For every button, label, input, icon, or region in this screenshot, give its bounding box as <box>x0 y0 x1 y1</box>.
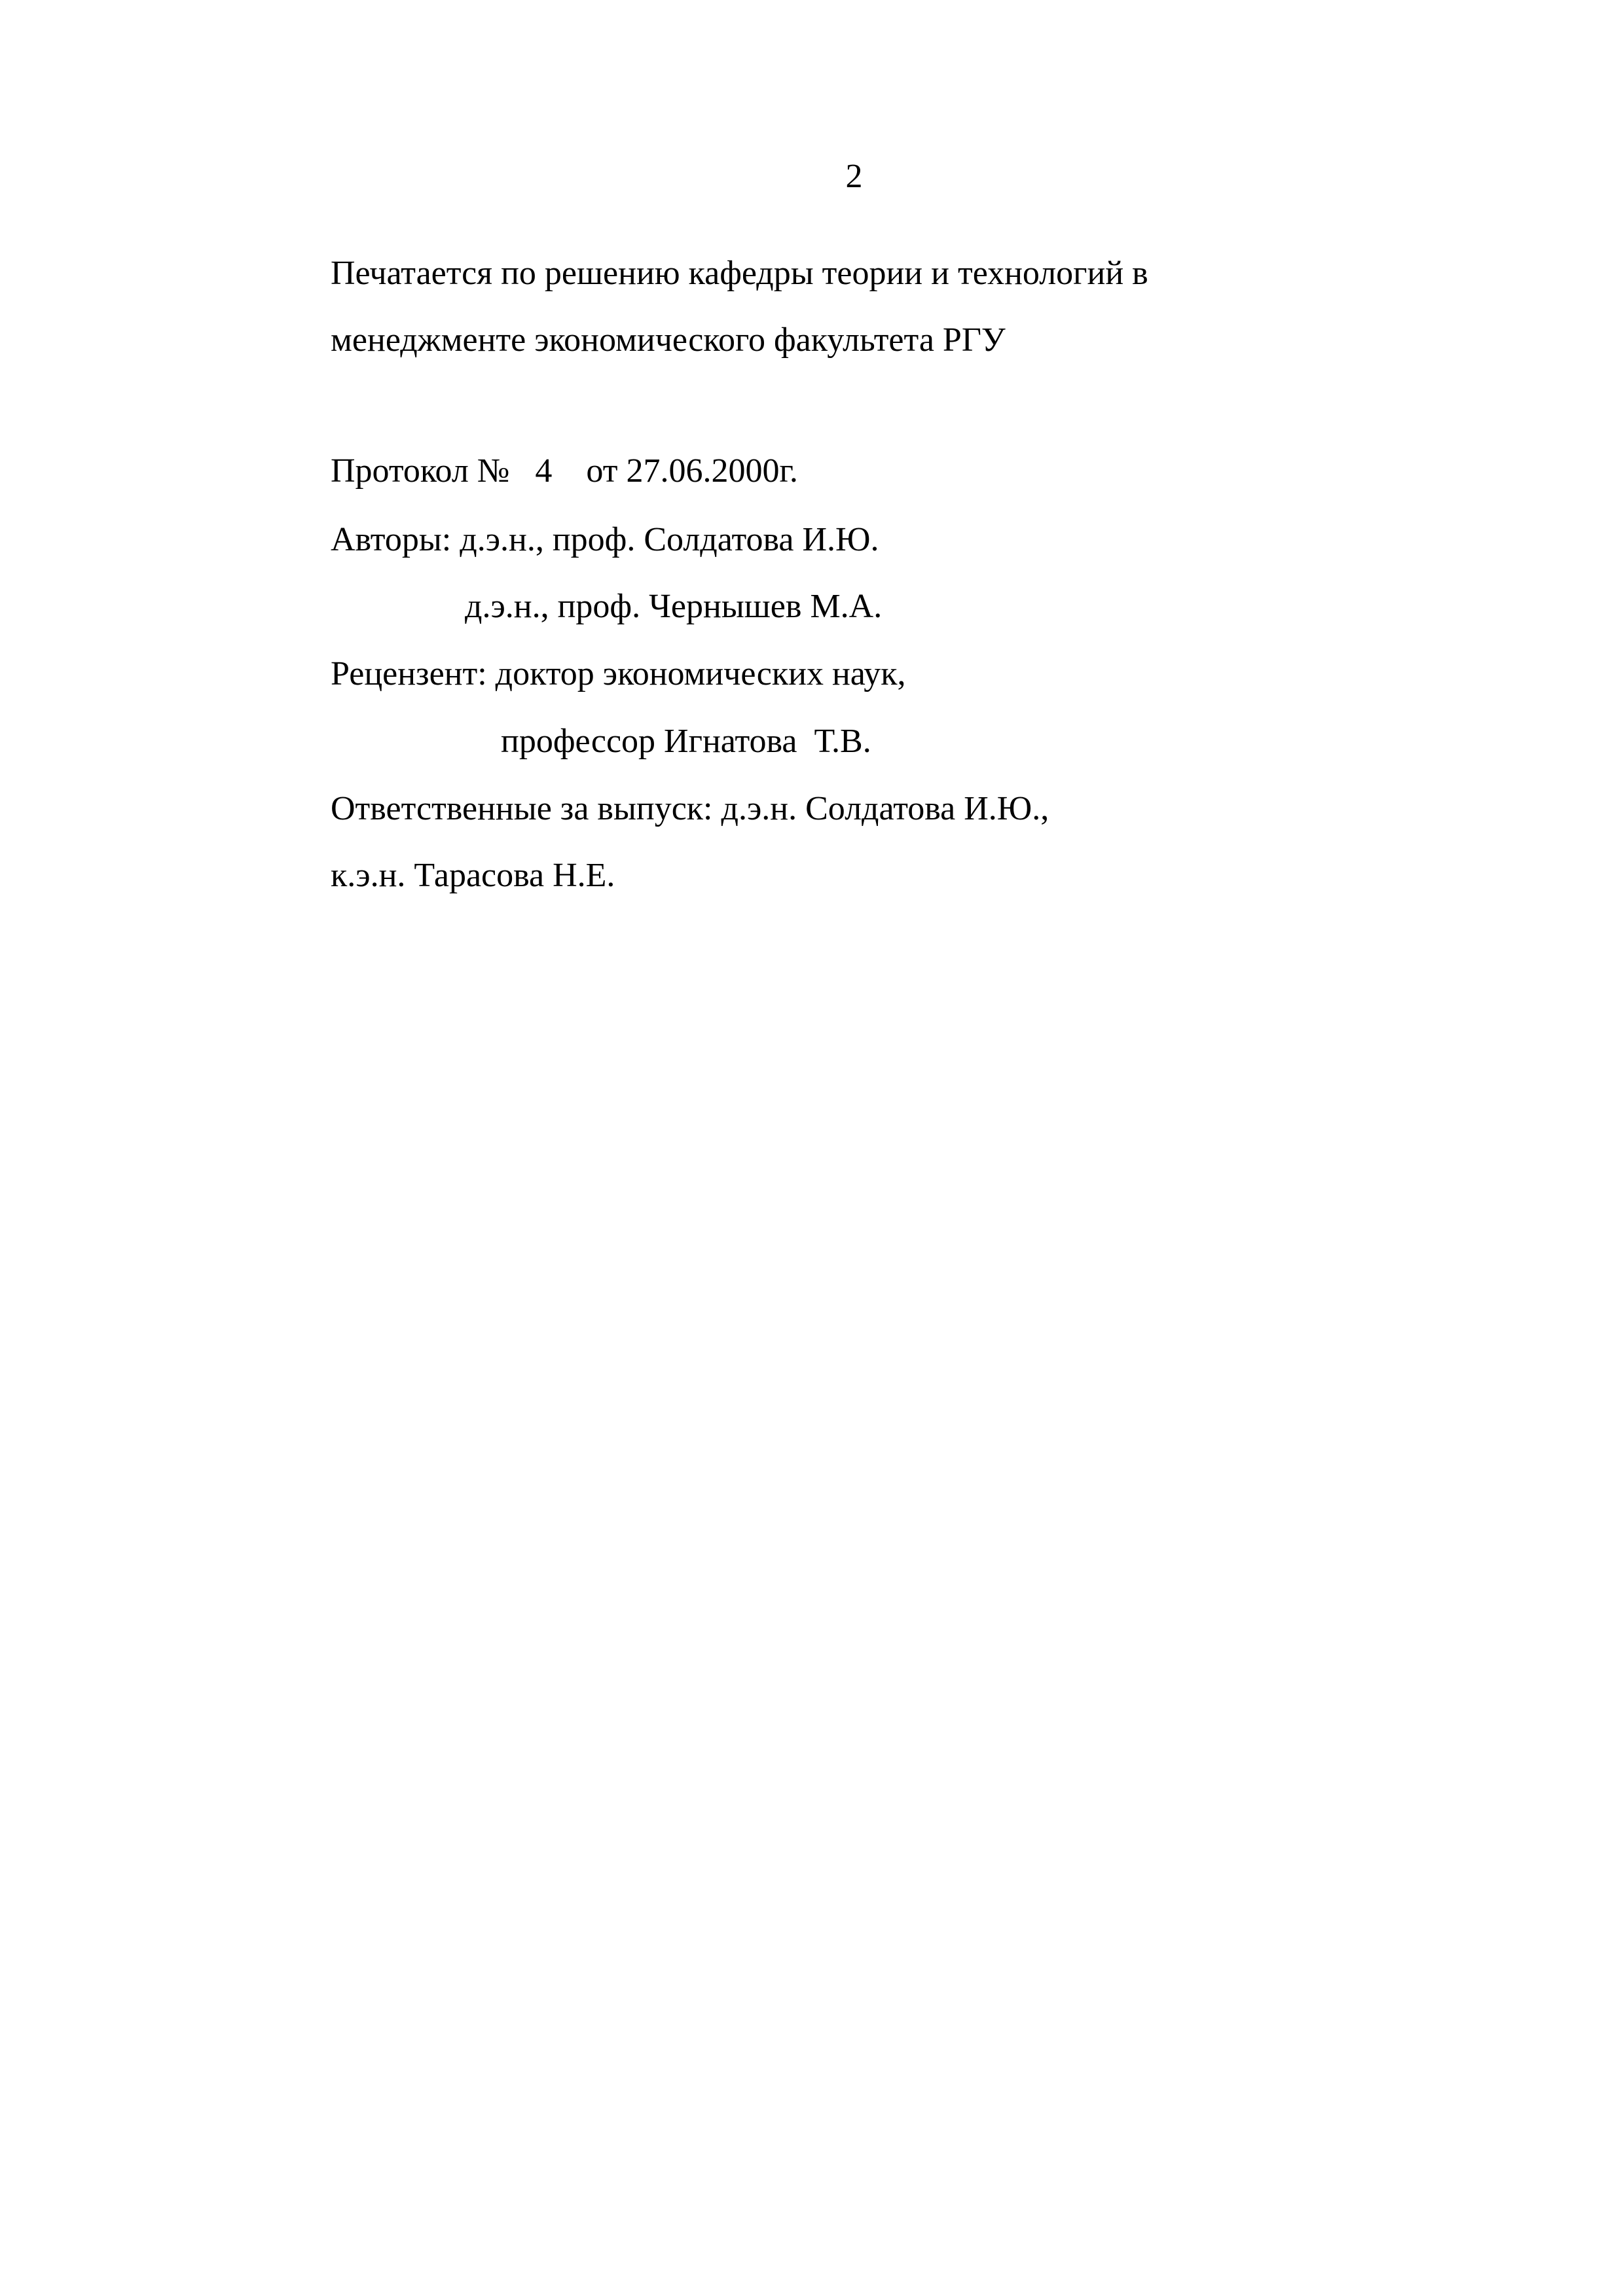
reviewer-line-1: Рецензент: доктор экономических наук, <box>331 655 906 692</box>
authors-line-1: Авторы: д.э.н., проф. Солдатова И.Ю. <box>331 521 879 558</box>
responsible-line-1: Ответственные за выпуск: д.э.н. Солдатова И.Ю., <box>331 790 1049 827</box>
page-number: 2 <box>845 158 863 195</box>
imprint-line-1: Печатается по решению кафедры теории и технологий в <box>331 255 1148 292</box>
imprint-line-2: менеджменте экономического факультета РГУ <box>331 321 1006 359</box>
responsible-line-2: к.э.н. Тарасова Н.Е. <box>331 857 615 894</box>
authors-line-2: д.э.н., проф. Чернышев М.А. <box>465 588 883 625</box>
protocol-line: Протокол № 4 от 27.06.2000г. <box>331 452 798 490</box>
reviewer-line-2: профессор Игнатова Т.В. <box>501 723 871 760</box>
